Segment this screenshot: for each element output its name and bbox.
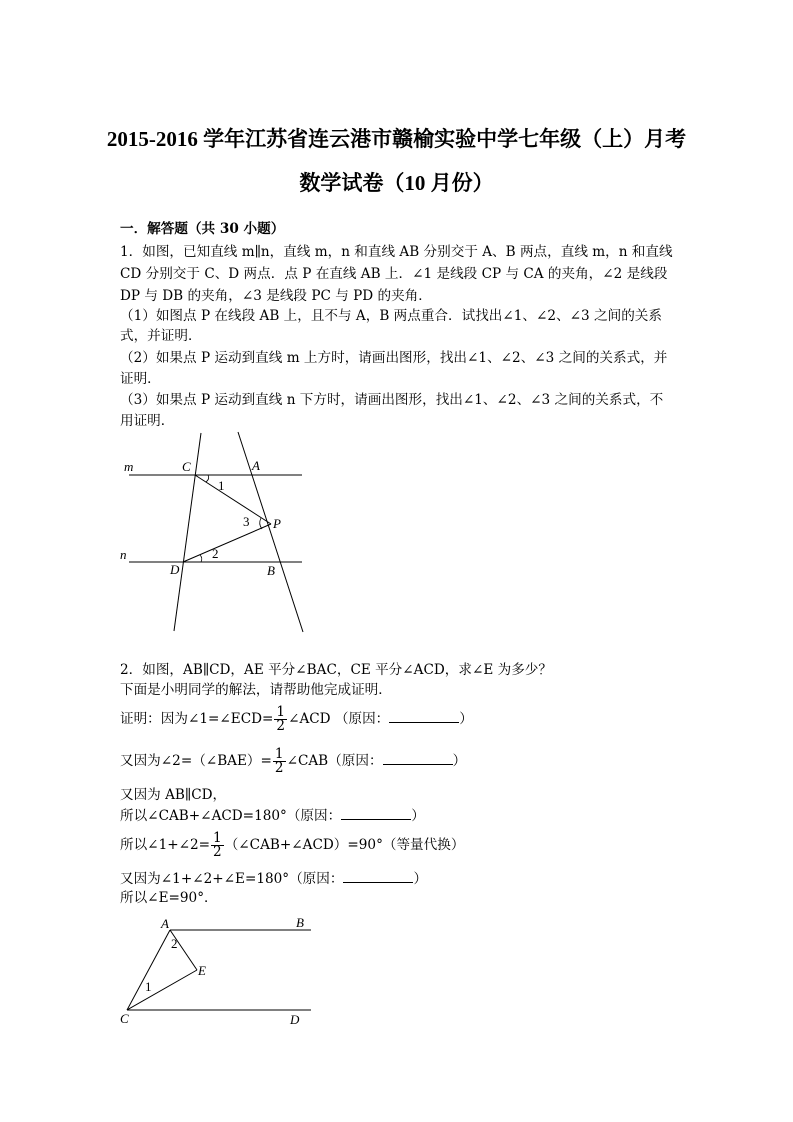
fraction-half: $\frac{1}{2}$: [276, 704, 286, 734]
proof-text: 所以∠CAB+∠ACD=180°（原因：: [120, 808, 342, 824]
q1-line: 式，并证明．: [120, 328, 202, 344]
label-b: B: [296, 915, 304, 930]
q1-line: （3）如果点 P 运动到直线 n 下方时，请画出图形，找出∠1、∠2、∠3 之间的关系式，不: [120, 392, 664, 408]
label-angle-1: 1: [145, 979, 152, 994]
proof-text: （∠CAB+∠ACD）=90°（等量代换）: [224, 837, 465, 853]
proof-line-6: 又因为∠1+∠2+∠E=180°（原因： ）: [120, 868, 427, 889]
proof-text: ∠CAB（原因：: [286, 753, 383, 769]
doc-title-line2: 数学试卷（10 月份）: [299, 171, 494, 195]
label-angle-2: 2: [171, 936, 178, 951]
fraction-half: $\frac{1}{2}$: [213, 830, 222, 860]
label-m: m: [124, 459, 134, 474]
label-n: n: [120, 547, 127, 562]
label-d: D: [170, 562, 180, 577]
proof-line-1: 证明：因为∠1=∠ECD= $\frac{1}{2}$ ∠ACD （原因： ）: [120, 704, 473, 734]
q1-line: （1）如图点 P 在线段 AB 上，且不与 A，B 两点重合．试找出∠1、∠2、∠3 之间的关系: [120, 308, 662, 324]
q1-line: 证明．: [120, 371, 161, 387]
label-p: P: [273, 516, 281, 531]
label-a: A: [252, 458, 260, 473]
label-c: C: [120, 1011, 129, 1026]
label-e: E: [198, 963, 206, 978]
label-a: A: [161, 916, 169, 931]
proof-text: 又因为∠1+∠2+∠E=180°（原因：: [120, 871, 344, 887]
label-d: D: [290, 1012, 300, 1027]
proof-line-2: 又因为∠2=（∠BAE）= $\frac{1}{2}$ ∠CAB（原因： ）: [120, 746, 467, 776]
label-c: C: [182, 459, 191, 474]
q1-line: 用证明．: [120, 413, 175, 429]
section-heading: 一．解答题（共 30 小题）: [120, 221, 285, 237]
q1-line: DP 与 DB 的夹角，∠3 是线段 PC 与 PD 的夹角．: [120, 288, 432, 304]
proof-line-3: 又因为 AB∥CD，: [120, 787, 227, 803]
proof-line-7: 所以∠E=90°．: [120, 890, 218, 906]
label-b: B: [267, 563, 275, 578]
label-angle-1: 1: [218, 478, 225, 493]
q2-line: 下面是小明同学的解法，请帮助他完成证明．: [120, 682, 392, 698]
q1-line: 1．如图，已知直线 m∥n，直线 m，n 和直线 AB 分别交于 A、B 两点，直线 m，n 和直线: [120, 244, 673, 260]
label-angle-3: 3: [243, 514, 250, 529]
q1-line: CD 分别交于 C、D 两点．点 P 在直线 AB 上．∠1 是线段 CP 与 CA 的夹角，∠2 是线段: [120, 266, 668, 282]
label-angle-2: 2: [212, 546, 219, 561]
doc-title-line1: 2015-2016 学年江苏省连云港市赣榆实验中学七年级（上）月考: [106, 127, 687, 151]
proof-text: 所以∠1+∠2=: [120, 837, 211, 853]
q2-line: 2．如图，AB∥CD，AE 平分∠BAC，CE 平分∠ACD，求∠E 为多少？: [120, 662, 552, 678]
proof-text: 又因为∠2=（∠BAE）=: [120, 753, 272, 769]
proof-text: ∠ACD （原因：: [288, 711, 390, 727]
proof-line-4: 所以∠CAB+∠ACD=180°（原因： ）: [120, 805, 425, 826]
q1-line: （2）如果点 P 运动到直线 m 上方时，请画出图形，找出∠1、∠2、∠3 之间的关系式，并: [120, 350, 668, 366]
proof-text: 证明：因为∠1=∠ECD=: [120, 711, 274, 727]
fraction-half: $\frac{1}{2}$: [274, 746, 284, 776]
